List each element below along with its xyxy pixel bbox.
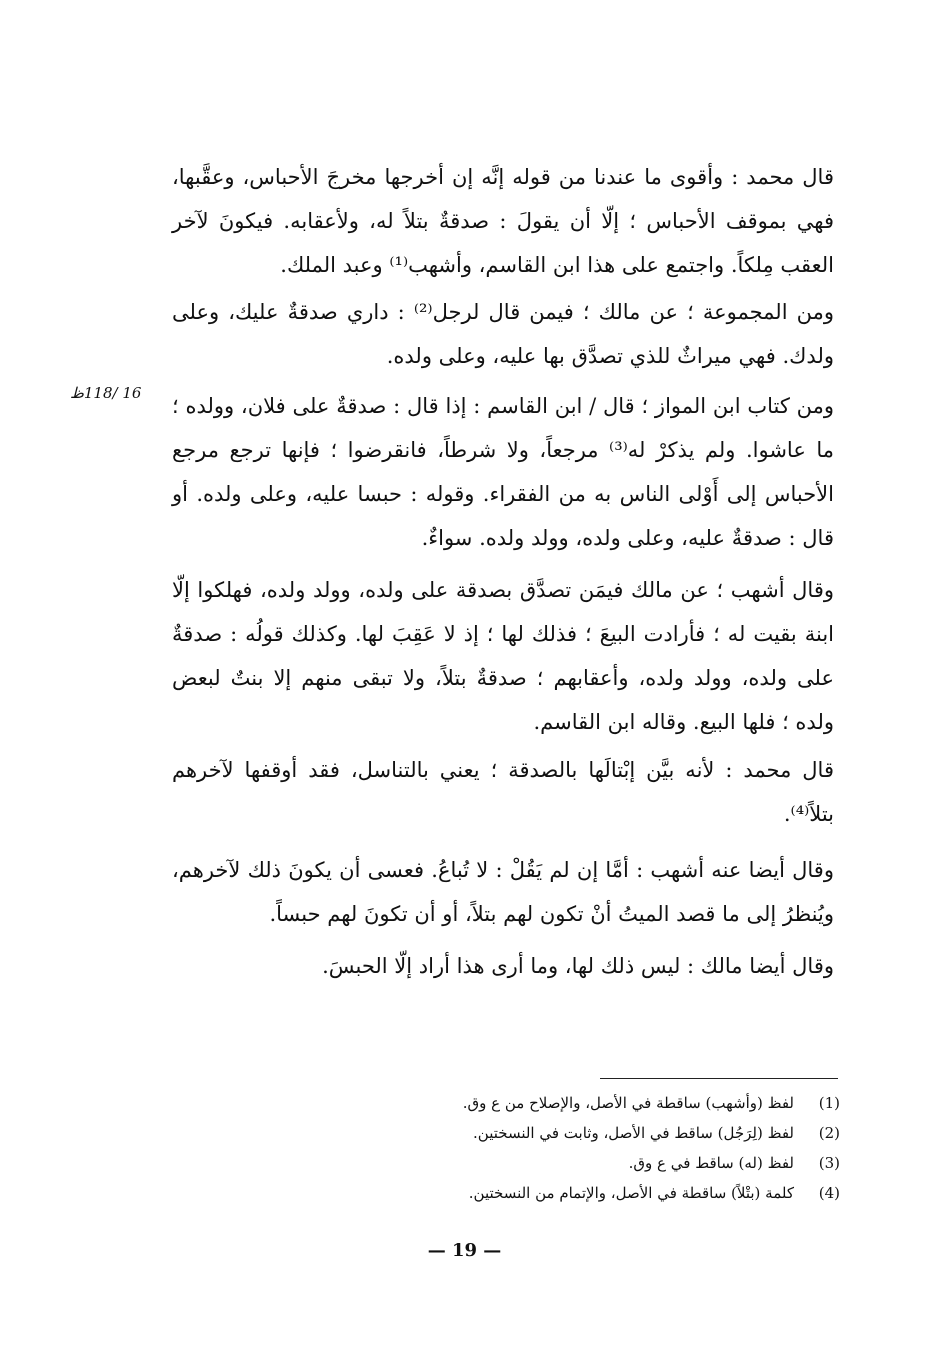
footnote-number: (1) [818,1094,840,1112]
footnote [300,1178,840,1208]
marginal-folio-note: 16 /118ظ [70,384,142,402]
paragraph-2: ومن المجموعة ؛ عن مالك ؛ فيمن قال لرجل⁽²⁾ : داري صدقةٌ عليك، وعلى ولدك. فهي ميراثٌ للذي تصدَّق بها عليه، وعلى ولده. [172,300,835,368]
footnote-number: (3) [818,1154,840,1172]
paragraph-6: وقال أيضا عنه أشهب : أمَّا إن لم يَقُلْ : لا تُباعُ. فعسى أن يكونَ ذلك لآخرهم، ويُنظرُ إلى ما قصد الميتُ أنْ تكون لهم بتلاً، أو أن تكونَ لهم حبساً. [172,858,834,926]
footnote [300,1088,840,1118]
footnote [300,1148,840,1178]
footnote-text: لفظ (له) ساقط في ع وق. [628,1154,794,1172]
footnote-text: لفظ (وأشهب) ساقطة في الأصل، والإصلاح من ع وق. [462,1094,794,1112]
page-number: — 19 — [427,1240,502,1261]
footnote-number: (2) [818,1124,840,1142]
footnote [300,1118,840,1148]
footnote-number: (4) [818,1184,840,1202]
paragraph-3: ومن كتاب ابن المواز ؛ قال / ابن القاسم : إذا قال : صدقةٌ على فلان، وولده ؛ ما عاشوا. ولم يذكرْ له⁽³⁾ مرجعاً، ولا شرطاً، فانقرضوا ؛ فإنها ترجع مرجع الأحباس إلى أَوْلى الناس به من الفقراء. وقوله : حبسا عليه، وعلى ولده. أو قال : صدقةٌ عليه، وعلى ولده، وولد ولده. سواءٌ. [172,394,835,550]
footnote-text: لفظ (لِرَجُل) ساقط في الأصل، وثابت في النسختين. [473,1124,794,1142]
paragraph-5: قال محمد : لأنه بيَّن إبْتالَها بالصدقة ؛ يعني بالتناسل، فقد أوقفها لآخرهم بتلاً⁽⁴⁾. [172,758,834,826]
paragraph-7: وقال أيضا مالك : ليس ذلك لها، وما أرى هذا أراد إلّا الحبسَ. [322,954,834,978]
footnote-text: كلمة (بتْلاً) ساقطة في الأصل، والإتمام من النسختين. [468,1184,794,1202]
footnotes [300,1088,840,1208]
paragraph-1: قال محمد : وأقوى ما عندنا من قوله إنَّه إن أخرجها مخرجَ الأحباس، وعقَّبها، فهي بموقف الأحباس ؛ إلّا أن يقولَ : صدقةٌ بتلاً له، ولأعقابه. فيكونَ لآخر العقب مِلكاً. واجتمع على هذا ابن القاسم، وأشهب⁽¹⁾ وعبد الملك. [172,165,834,277]
footnote-divider [600,1078,838,1079]
paragraph-4: وقال أشهب ؛ عن مالك فيمَن تصدَّق بصدقة على ولده، وولد ولده، فهلكوا إلّا ابنة بقيت له ؛ فأرادت البيعَ ؛ فذلك لها ؛ إذ لا عَقِبَ لها. وكذلك قولُه : صدقةٌ على ولده، وولد ولده، وأعقابهم ؛ صدقةٌ بتلاً، ولا تبقى منهم إلا بنتٌ لبعض ولده ؛ فلها البيع. وقاله ابن القاسم. [172,578,834,734]
